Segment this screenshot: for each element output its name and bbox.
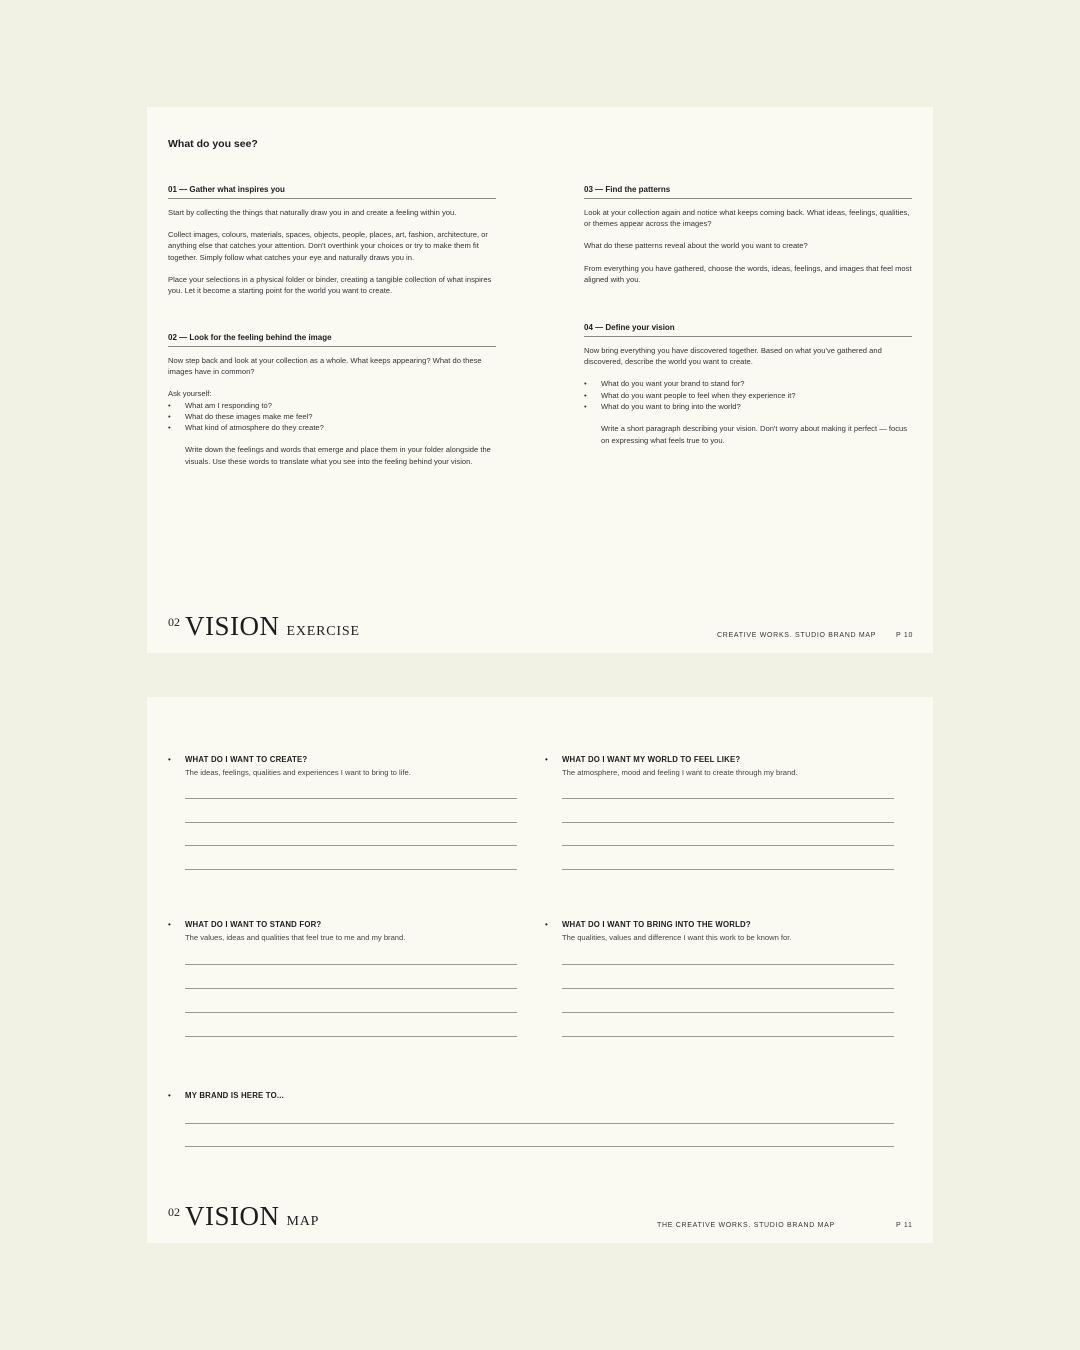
bullet-icon: • — [168, 755, 171, 764]
footer-brand: THE CREATIVE WORKS. STUDIO BRAND MAP — [657, 1222, 835, 1229]
prompt-description: The qualities, values and difference I want this work to be known for. — [562, 933, 792, 942]
bullet-icon: • — [168, 920, 171, 929]
page-footer-title — [168, 1201, 319, 1232]
section-note: Write down the feelings and words that emerge and place them in your folder alongside the visuals. Use these words to translate what you see into the feeling behind your vision. — [185, 445, 491, 467]
chapter-title: VISION — [185, 1201, 280, 1231]
write-line[interactable] — [185, 845, 517, 846]
section-heading: 04 — Define your vision — [584, 323, 912, 337]
list-item: • What kind of atmosphere do they create? — [168, 422, 496, 433]
prompt-stand-for — [168, 920, 518, 943]
page-number: P 11 — [896, 1222, 913, 1229]
section-note: Write a short paragraph describing your vision. Don't worry about making it perfect — focus on expressing what feels true to you. — [601, 424, 908, 445]
write-line[interactable] — [562, 798, 894, 799]
chapter-title: VISION — [185, 611, 280, 641]
list-item: • What am I responding to? — [168, 400, 496, 411]
write-line[interactable] — [185, 964, 517, 965]
section-feeling — [168, 333, 496, 468]
section-paragraph: Start by collecting the things that naturally draw you in and create a feeling within you. — [168, 208, 457, 217]
write-line[interactable] — [185, 822, 517, 823]
prompt-description: The atmosphere, mood and feeling I want to create through my brand. — [562, 768, 798, 777]
write-line[interactable] — [185, 869, 517, 870]
bullet-icon: • — [545, 755, 548, 764]
question-list — [584, 378, 912, 412]
bullet-icon: • — [168, 1091, 171, 1100]
section-gather — [168, 185, 496, 296]
section-patterns — [584, 185, 912, 285]
write-line[interactable] — [562, 964, 894, 965]
chapter-number: 02 — [168, 615, 180, 629]
write-line[interactable] — [562, 1012, 894, 1013]
section-paragraph: Now bring everything you have discovered together. Based on what you've gathered and discovered, describe the world you want to create. — [584, 346, 882, 367]
footer-brand: CREATIVE WORKS. STUDIO BRAND MAP — [717, 632, 877, 639]
question-list — [168, 400, 496, 434]
section-intro: Ask yourself: — [168, 389, 212, 399]
write-line[interactable] — [185, 988, 517, 989]
section-paragraph: Look at your collection again and notice what keeps coming back. What ideas, feelings, qualities, or themes appear across the images? — [584, 208, 910, 229]
write-line[interactable] — [562, 988, 894, 989]
write-line[interactable] — [562, 869, 894, 870]
chapter-subtitle: EXERCISE — [286, 624, 360, 639]
write-line[interactable] — [185, 1146, 894, 1147]
prompt-bring-into-world — [545, 920, 895, 943]
bullet-icon: • — [545, 920, 548, 929]
chapter-number: 02 — [168, 1205, 180, 1219]
list-item: • What do you want your brand to stand for? — [584, 378, 912, 389]
section-paragraph: Place your selections in a physical folder or binder, creating a tangible collection of what inspires you. Let it become a starting point for the world you want to create. — [168, 274, 492, 296]
write-line[interactable] — [185, 798, 517, 799]
prompt-create — [168, 755, 518, 778]
section-paragraph: Now step back and look at your collection as a whole. What keeps appearing? What do these images have in common? — [168, 356, 482, 377]
map-page — [147, 697, 933, 1243]
write-line[interactable] — [185, 1036, 517, 1037]
list-item: • What do these images make me feel? — [168, 411, 496, 422]
list-item: • What do you want people to feel when they experience it? — [584, 390, 912, 401]
section-heading: 02 — Look for the feeling behind the image — [168, 333, 496, 347]
page-title: What do you see? — [168, 138, 258, 150]
write-line[interactable] — [185, 1012, 517, 1013]
prompt-question: MY BRAND IS HERE TO... — [185, 1091, 284, 1100]
list-item: • What do you want to bring into the world? — [584, 401, 912, 412]
write-line[interactable] — [562, 822, 894, 823]
prompt-world-feel — [545, 755, 895, 778]
prompt-question: WHAT DO I WANT MY WORLD TO FEEL LIKE? — [562, 755, 741, 764]
section-paragraph: From everything you have gathered, choose the words, ideas, feelings, and images that feel most aligned with you. — [584, 263, 912, 284]
write-line[interactable] — [562, 1036, 894, 1037]
prompt-question: WHAT DO I WANT TO STAND FOR? — [185, 920, 322, 929]
page-number: P 10 — [896, 632, 914, 639]
prompt-question: WHAT DO I WANT TO CREATE? — [185, 755, 308, 764]
prompt-question: WHAT DO I WANT TO BRING INTO THE WORLD? — [562, 920, 751, 929]
section-paragraph: Collect images, colours, materials, spaces, objects, people, places, art, fashion, architecture, or anything else that catches your attention. Don't overthink your choices or try to make them fit together. Simply follow what catches your eye and naturally draws you in. — [168, 230, 488, 262]
section-define — [584, 323, 912, 447]
write-line[interactable] — [562, 845, 894, 846]
section-heading: 03 — Find the patterns — [584, 185, 912, 199]
write-line[interactable] — [185, 1123, 894, 1124]
page-footer-title — [168, 611, 360, 642]
prompt-brand-purpose — [168, 1091, 518, 1101]
section-paragraph: What do these patterns reveal about the world you want to create? — [584, 241, 808, 251]
prompt-description: The values, ideas and qualities that feel true to me and my brand. — [185, 933, 406, 942]
section-heading: 01 — Gather what inspires you — [168, 185, 496, 199]
chapter-subtitle: MAP — [286, 1214, 320, 1229]
exercise-page — [147, 107, 933, 653]
prompt-description: The ideas, feelings, qualities and experiences I want to bring to life. — [185, 768, 411, 777]
